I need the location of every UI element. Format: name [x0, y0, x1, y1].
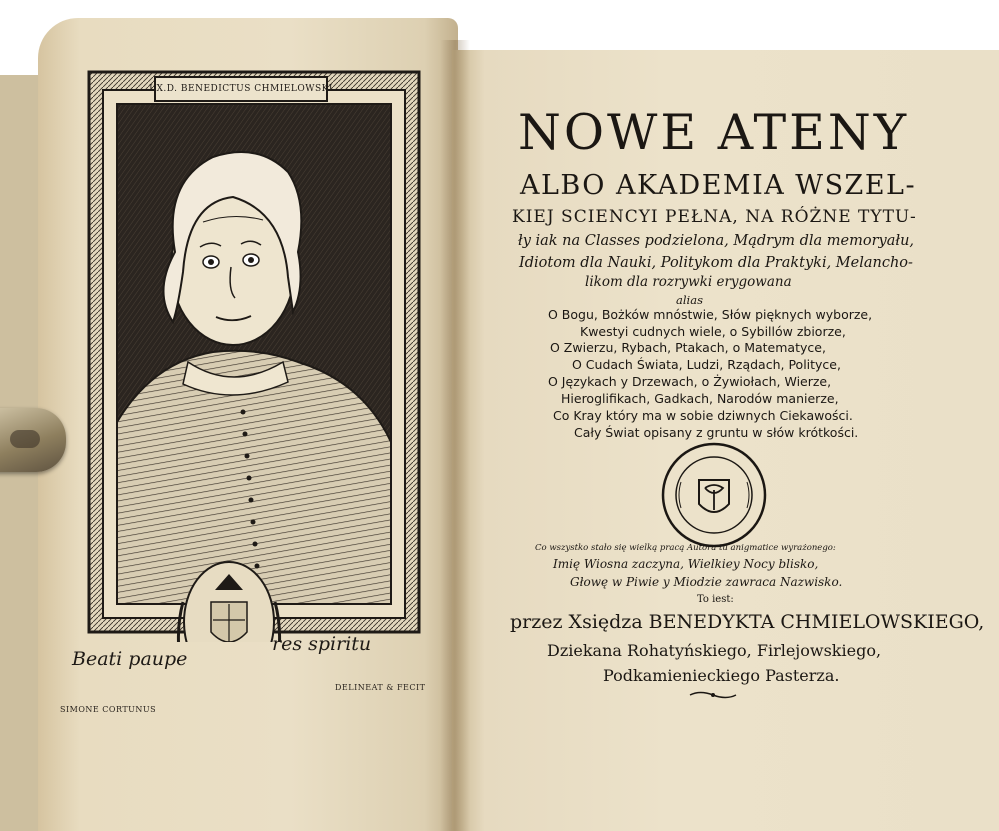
portrait-illustration [83, 62, 426, 642]
alias-word: alias [676, 293, 703, 307]
subtitle-line-5: likom dla rozrywki erygowana [585, 274, 792, 290]
motto-right: res spiritu [272, 633, 372, 655]
verse-line: Co Kray który ma w sobie dziwnych Ciekawości. [553, 408, 853, 423]
portrait-caption: I.X.D. BENEDICTUS CHMIELOWSKI [154, 76, 328, 102]
book-gutter [440, 40, 470, 831]
motto-left: Beati paupe [72, 648, 188, 670]
verse-line: O Językach y Drzewach, o Żywiołach, Wierze, [548, 374, 832, 389]
right-page [452, 50, 999, 831]
subtitle-line-1: ALBO AKADEMIA WSZEL- [520, 170, 917, 201]
verse-line: O Zwierzu, Rybach, Ptakach, o Matematyce, [550, 340, 826, 355]
anagram-line-2: Głowę w Piwie y Miodzie zawraca Nazwisko. [570, 575, 843, 589]
verse-line: O Bogu, Bożków mnóstwie, Słów pięknych wyborze, [548, 307, 873, 322]
verse-line: Hieroglifikach, Gadkach, Narodów manierze, [561, 391, 839, 406]
verse-line: Kwestyi cudnych wiele, o Sybillów zbiorze, [580, 324, 846, 339]
publisher-seal [661, 442, 767, 548]
portrait-engraving [83, 62, 426, 642]
ornament-icon [688, 690, 738, 700]
author-line: przez Xsiędza BENEDYKTA CHMIELOWSKIEGO, [510, 611, 985, 633]
anagram-line-1: Imię Wiosna zaczyna, Wielkiey Nocy blisko, [553, 557, 819, 571]
verse-line: O Cudach Świata, Ludzi, Rządach, Polityce, [572, 357, 841, 372]
to-jest-label: To iest: [697, 594, 734, 605]
anagram-note: Co wszystko stało się wielką pracą Autora tu anigmatice wyrażonego: [535, 543, 836, 553]
subtitle-line-3: ły iak na Classes podzielona, Mądrym dla memoryału, [518, 233, 915, 249]
subtitle-line-2: KIEJ SCIENCYI PEŁNA, NA RÓŻNE TYTU- [512, 207, 917, 227]
metal-clasp [0, 408, 66, 472]
book-title: NOWE ATENY [518, 104, 910, 161]
verse-line: Cały Świat opisany z gruntu w słów krótkości. [574, 425, 859, 440]
dean-line: Dziekana Rohatyńskiego, Firlejowskiego, [547, 641, 882, 660]
subtitle-line-4: Idiotom dla Nauki, Politykom dla Praktyki, Melancho- [519, 255, 913, 271]
engraver-credit: DELINEAT & FECIT [335, 683, 426, 692]
pastor-line: Podkamienieckiego Pasterza. [603, 666, 840, 685]
artist-signature: SIMONE CORTUNUS [60, 705, 157, 714]
